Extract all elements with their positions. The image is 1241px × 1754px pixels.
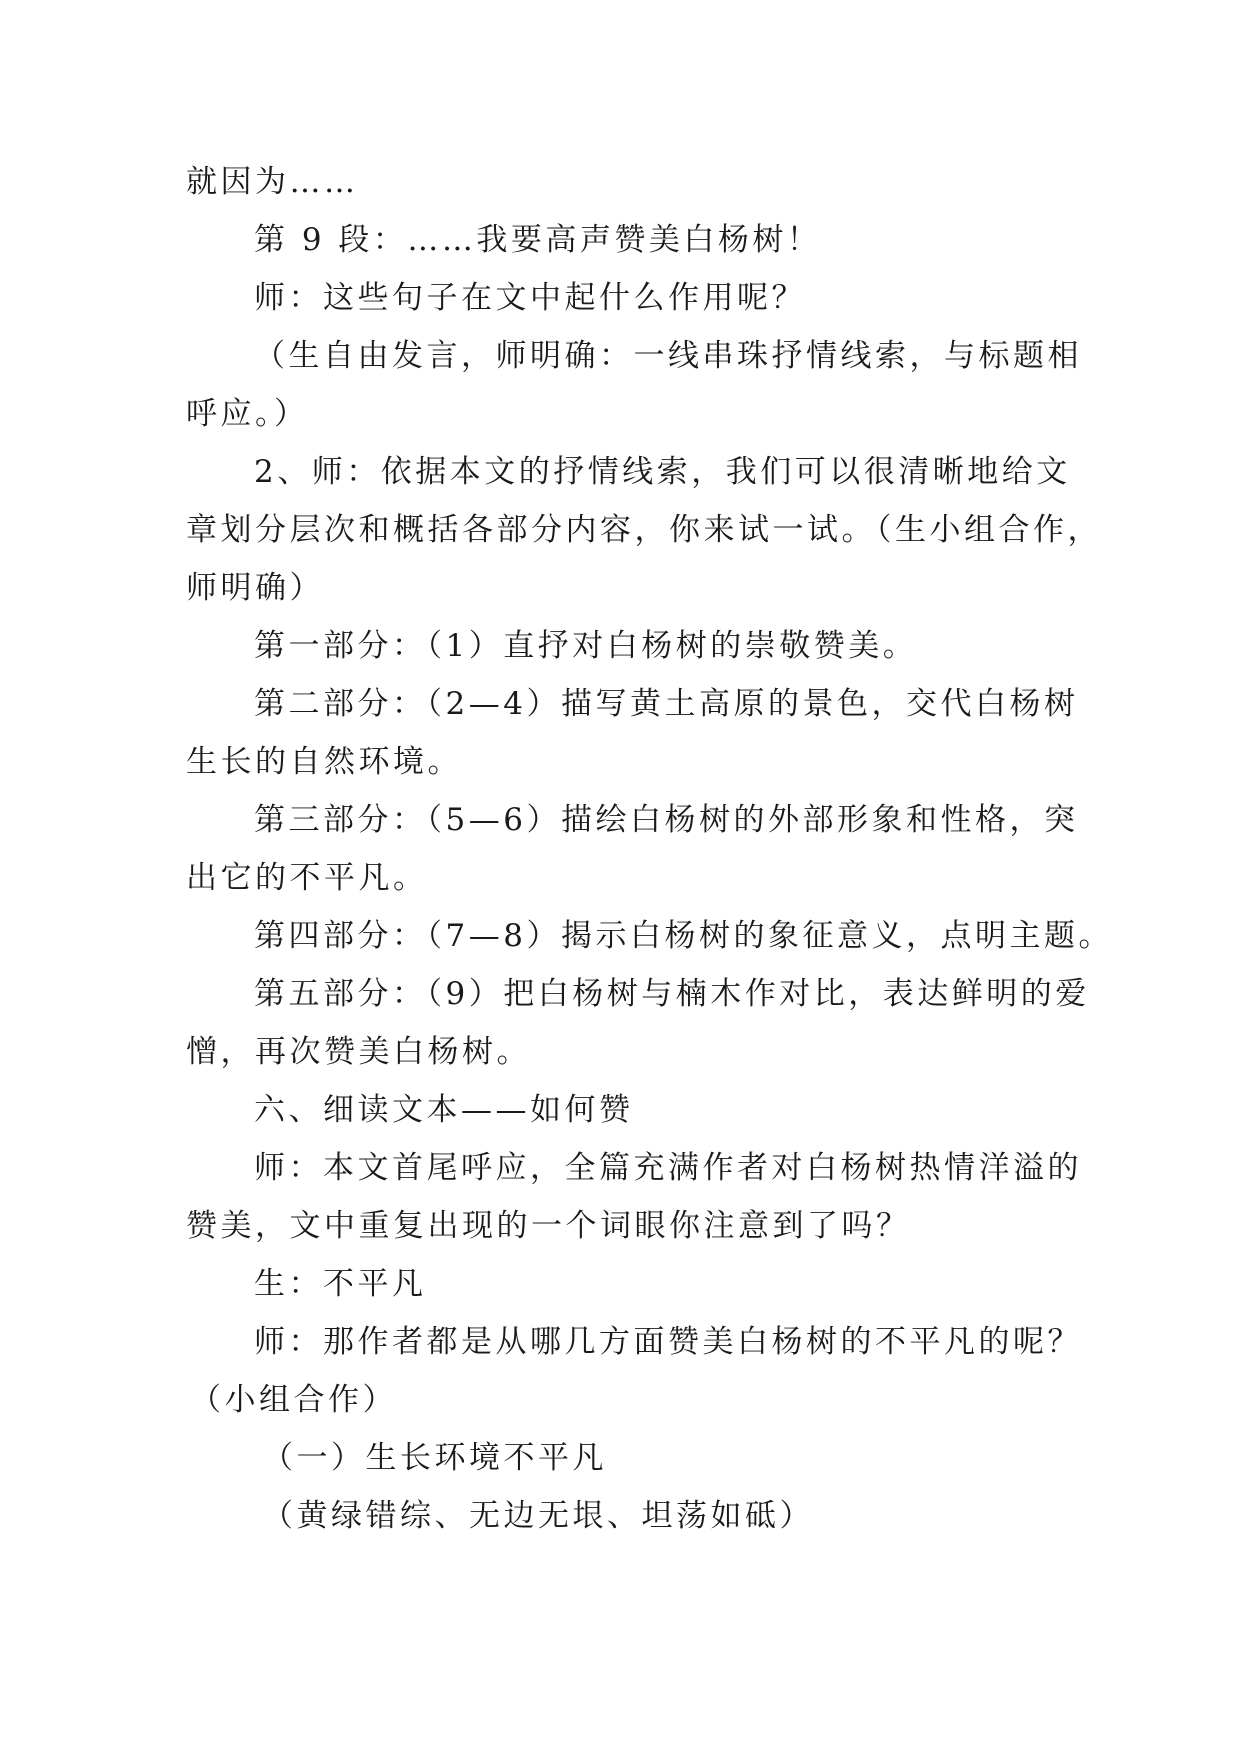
text-line: 第四部分：（7—8）揭示白杨树的象征意义，点明主题。: [254, 918, 1113, 954]
text-line: 师：本文首尾呼应，全篇充满作者对白杨树热情洋溢的: [254, 1150, 1082, 1186]
text-line: 第三部分：（5—6）描绘白杨树的外部形象和性格，突: [254, 802, 1079, 838]
text-line: 章划分层次和概括各部分内容，你来试一试。（生小组合作，: [186, 512, 1102, 548]
text-line: 第 9 段：……我要高声赞美白杨树！: [254, 222, 822, 258]
text-line: 第二部分：（2—4）描写黄土高原的景色，交代白杨树: [254, 686, 1079, 722]
text-line: 师明确）: [186, 570, 324, 606]
text-line: （小组合作）: [190, 1382, 397, 1418]
text-line: 生：不平凡: [254, 1266, 427, 1302]
text-line: 生长的自然环境。: [186, 744, 462, 780]
text-line: 出它的不平凡。: [186, 860, 428, 896]
text-line: 师：那作者都是从哪几方面赞美白杨树的不平凡的呢？: [254, 1324, 1082, 1360]
text-line: 赞美，文中重复出现的一个词眼你注意到了吗？: [186, 1208, 911, 1244]
text-line: 呼应。）: [186, 396, 309, 432]
text-line: 憎，再次赞美白杨树。: [186, 1034, 531, 1070]
text-line: 第五部分：（9）把白杨树与楠木作对比，表达鲜明的爱: [254, 976, 1090, 1012]
subsection-heading: （一）生长环境不平凡: [262, 1440, 607, 1476]
text-line: 师：这些句子在文中起什么作用呢？: [254, 280, 806, 316]
section-heading: 六、细读文本——如何赞: [254, 1092, 634, 1128]
text-line: 2、师：依据本文的抒情线索，我们可以很清晰地给文: [254, 454, 1071, 490]
text-line: 第一部分：（1）直抒对白杨树的崇敬赞美。: [254, 628, 918, 664]
text-line: 就因为……: [186, 164, 359, 200]
text-line: （生自由发言，师明确：一线串珠抒情线索，与标题相: [254, 338, 1082, 374]
text-line: （黄绿错综、无边无垠、坦荡如砥）: [262, 1498, 814, 1534]
